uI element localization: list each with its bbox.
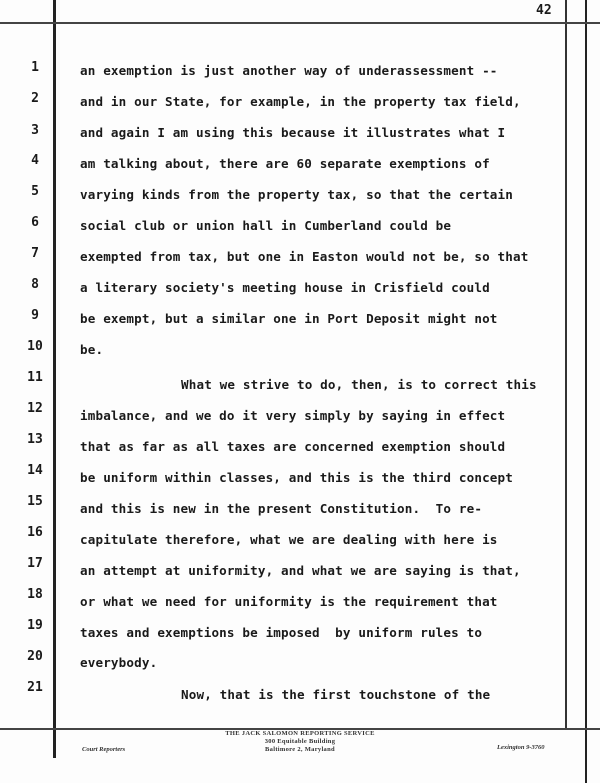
transcript-line: be exempt, but a similar one in Port Deposit might not xyxy=(80,311,498,326)
transcript-line: imbalance, and we do it very simply by saying in effect xyxy=(80,408,506,423)
transcript-line: exempted from tax, but one in Easton would not be, so that xyxy=(80,249,529,264)
top-rule xyxy=(0,22,600,24)
line-number: 5 xyxy=(31,184,39,199)
transcript-line: and again I am using this because it illustrates what I xyxy=(80,125,506,140)
transcript-line: be. xyxy=(80,342,104,357)
line-number: 10 xyxy=(27,339,43,354)
line-number: 21 xyxy=(27,680,43,695)
transcript-line: capitulate therefore, what we are dealing with here is xyxy=(80,532,498,547)
transcript-line: an exemption is just another way of underassessment -- xyxy=(80,63,498,78)
transcript-line: Now, that is the first touchstone of the xyxy=(181,687,491,702)
transcript-line: varying kinds from the property tax, so that the certain xyxy=(80,187,513,202)
footer-company-name: THE JACK SALOMON REPORTING SERVICE xyxy=(225,730,375,737)
left-margin-rule xyxy=(53,0,56,758)
transcript-line: and this is new in the present Constitution. To re- xyxy=(80,501,483,516)
line-number: 12 xyxy=(27,401,43,416)
transcript-line: an attempt at uniformity, and what we are saying is that, xyxy=(80,563,521,578)
transcript-line: everybody. xyxy=(80,655,158,670)
line-number: 1 xyxy=(31,60,39,75)
transcript-line: social club or union hall in Cumberland could be xyxy=(80,218,452,233)
transcript-line: am talking about, there are 60 separate exemptions of xyxy=(80,156,490,171)
transcript-line: that as far as all taxes are concerned exemption should xyxy=(80,439,506,454)
line-number: 20 xyxy=(27,649,43,664)
line-number: 6 xyxy=(31,215,39,230)
line-number: 7 xyxy=(31,246,39,261)
line-number: 3 xyxy=(31,123,39,138)
right-margin-rule xyxy=(565,0,567,728)
transcript-line: What we strive to do, then, is to correct this xyxy=(181,377,537,392)
line-number: 2 xyxy=(31,91,39,106)
footer-phone: Lexington 9-3760 xyxy=(497,744,545,751)
line-number: 18 xyxy=(27,587,43,602)
line-number: 16 xyxy=(27,525,43,540)
reporting-service-footer xyxy=(200,730,400,754)
footer-address-line2: Baltimore 2, Maryland xyxy=(265,746,335,753)
line-number: 8 xyxy=(31,277,39,292)
line-number: 19 xyxy=(27,618,43,633)
line-number: 17 xyxy=(27,556,43,571)
line-number: 9 xyxy=(31,308,39,323)
transcript-line: or what we need for uniformity is the requirement that xyxy=(80,594,498,609)
transcript-line: a literary society's meeting house in Crisfield could xyxy=(80,280,490,295)
transcript-line: and in our State, for example, in the property tax field, xyxy=(80,94,521,109)
page-number: 42 xyxy=(536,3,552,18)
transcript-line: be uniform within classes, and this is the third concept xyxy=(80,470,513,485)
transcript-line: taxes and exemptions be imposed by uniform rules to xyxy=(80,625,483,640)
line-number: 15 xyxy=(27,494,43,509)
line-number: 4 xyxy=(31,153,39,168)
footer-court-reporters: Court Reporters xyxy=(82,746,126,753)
outer-right-rule xyxy=(585,0,587,783)
footer-address-line1: 300 Equitable Building xyxy=(264,738,336,745)
line-number: 11 xyxy=(27,370,43,385)
line-number: 14 xyxy=(27,463,43,478)
line-number: 13 xyxy=(27,432,43,447)
